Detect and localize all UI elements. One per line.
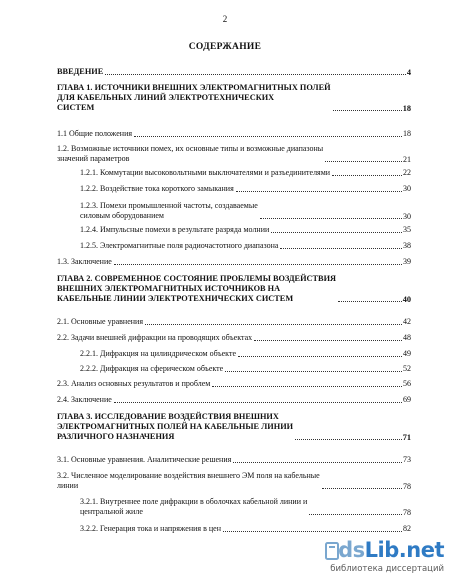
toc-entry-3-2-2[interactable] [80,524,411,534]
toc-entry-label: 3.2. Численное моделирование воздействия внешнего ЭМ поля на кабельные линии [57,471,320,490]
toc-entry-label: 2.3. Анализ основных результатов и проблем [57,379,211,388]
toc-entry-2-1[interactable] [57,317,411,327]
page-title: СОДЕРЖАНИЕ [188,42,262,52]
toc-entry-page: 49 [403,349,411,358]
toc-entry-2-2[interactable] [57,333,411,343]
toc-entry-label: 1.2. Возможные источники помех, их основные типы и возможные диапазоны значений параметров [57,144,324,163]
toc-entry-label: 1.2.4. Импульсные помехи в результате разряда молнии [80,225,270,234]
toc-entry-3-1[interactable] [57,455,411,465]
toc-entry-3-2-1[interactable] [80,497,411,517]
page-number: 2 [222,14,228,24]
toc-entry-page: 42 [403,317,411,326]
toc-entry-label: ГЛАВА 3. ИССЛЕДОВАНИЕ ВОЗДЕЙСТВИЯ ВНЕШНИХ ЭЛЕКТРОМАГНИТНЫХ ПОЛЕЙ НА КАБЕЛЬНЫЕ ЛИНИИ РАЗЛИЧНОГО НАЗНАЧЕНИЯ [57,412,294,441]
toc-entry-label: 1.1 Общие положения [57,129,133,138]
toc-entry-1-3[interactable] [57,257,411,267]
toc-entry-2-2-2[interactable] [80,364,411,374]
toc-entry-1-2-2[interactable] [80,184,411,194]
toc-entry-chapter-3[interactable] [57,412,411,442]
toc-entry-label: 2.2.1. Дифракция на цилиндрическом объекте [80,349,237,358]
toc-entry-page: 48 [403,333,411,342]
toc-entry-label: 1.2.3. Помехи промышленной частоты, создаваемые силовым оборудованием [80,201,258,220]
toc-entry-1-1[interactable] [57,129,411,139]
toc-entry-1-2-3[interactable] [80,201,411,221]
toc-entry-chapter-1[interactable] [57,83,411,113]
toc-entry-page: 30 [403,211,411,221]
toc-entry-label: 2.2. Задачи внешней дифракции на проводящих объектах [57,333,253,342]
toc-entry-3-2[interactable] [57,471,411,491]
toc-entry-page: 78 [403,507,411,517]
toc-entry-1-2-4[interactable] [80,225,411,235]
toc-entry-page: 78 [403,481,411,491]
toc-entry-page: 71 [402,432,411,442]
toc-entry-label: 2.2.2. Дифракция на сферическом объекте [80,364,224,373]
watermark-logo: dsLib.net [338,538,444,562]
toc-entry-page: 82 [403,524,411,533]
toc-entry-page: 4 [406,67,411,77]
toc-entry-2-4[interactable] [57,395,411,405]
toc-entry-label: 1.3. Заключение [57,257,112,266]
toc-entry-1-2[interactable] [57,144,411,164]
toc-entry-label: ГЛАВА 2. СОВРЕМЕННОЕ СОСТОЯНИЕ ПРОБЛЕМЫ ВОЗДЕЙСТВИЯ ВНЕШНИХ ЭЛЕКТРОМАГНИТНЫХ ИСТОЧНИКОВ НА КАБЕЛЬНЫЕ ЛИНИИ ЭЛЕКТРОТЕХНИЧЕСКИХ СИСТЕМ [57,274,337,303]
toc-entry-label: 1.2.5. Электромагнитные поля радиочастотного диапазона [80,241,279,250]
toc-entry-page: 56 [403,379,411,388]
toc-entry-2-3[interactable] [57,379,411,389]
toc-entry-1-2-1[interactable] [80,168,411,178]
toc-entry-label: ГЛАВА 1. ИСТОЧНИКИ ВНЕШНИХ ЭЛЕКТРОМАГНИТНЫХ ПОЛЕЙ ДЛЯ КАБЕЛЬНЫХ ЛИНИЙ ЭЛЕКТРОТЕХНИЧЕСКИХ СИСТЕМ [57,83,331,112]
toc-entry-chapter-2[interactable] [57,274,411,304]
toc-entry-page: 52 [403,364,411,373]
toc-entry-page: 39 [403,257,411,266]
toc-entry-page: 40 [402,294,411,304]
toc-entry-label: 1.2.1. Коммутации высоковольтными выключателями и разъединителями [80,168,331,177]
toc-entry-page: 18 [402,103,411,113]
toc-entry-introduction[interactable] [57,67,411,77]
toc-entry-page: 30 [403,184,411,193]
toc-entry-label: 3.1. Основные уравнения. Аналитические решения [57,455,232,464]
toc-entry-label: ВВЕДЕНИЕ [57,67,104,76]
toc-entry-page: 18 [403,129,411,138]
toc-entry-label: 2.4. Заключение [57,395,112,404]
toc-entry-1-2-5[interactable] [80,241,411,251]
toc-entry-label: 3.2.1. Внутреннее поле дифракции в оболочках кабельной линии и центральной жиле [80,497,308,516]
watermark-subtitle: библиотека диссертаций [330,564,444,574]
toc-entry-page: 22 [403,168,411,177]
toc-entry-page: 38 [403,241,411,250]
watermark [324,538,444,578]
toc-entry-label: 2.1. Основные уравнения [57,317,143,326]
toc-entry-2-2-1[interactable] [80,349,411,359]
toc-entry-label: 1.2.2. Воздействие тока короткого замыкания [80,184,234,193]
toc-entry-label: 3.2.2. Генерация тока и напряжения в цен [80,524,221,533]
toc-entry-page: 69 [403,395,411,404]
toc-entry-page: 35 [403,225,411,234]
toc-entry-page: 73 [403,455,411,464]
toc-entry-page: 21 [403,154,411,164]
